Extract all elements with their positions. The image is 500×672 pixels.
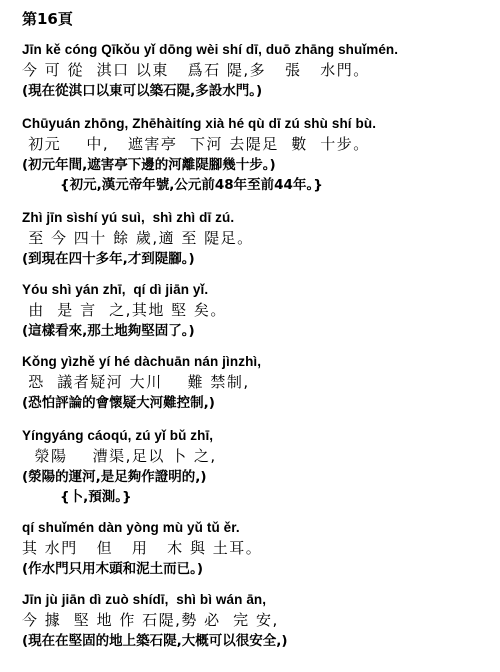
annotation-note: {卜,預測。}	[60, 489, 132, 505]
passage-4	[22, 280, 492, 341]
chinese-line: 由 是 言 之,其地 堅 矣。	[22, 301, 227, 319]
translation-line: (作水門只用木頭和泥土而已。)	[22, 561, 204, 577]
translation-line: (這樣看來,那土地夠堅固了。)	[22, 323, 195, 339]
passage-3	[22, 208, 492, 269]
passage-6	[22, 426, 492, 507]
passage-7	[22, 518, 492, 579]
pinyin-line: Yíngyáng cáoqú, zú yǐ bǔ zhī,	[22, 428, 214, 443]
chinese-line: 初元 中, 遮害亭 下河 去隄足 數 十步。	[22, 135, 370, 153]
chinese-line: 恐 議者疑河 大川 難 禁制,	[22, 373, 250, 391]
page-number: 第16頁	[22, 10, 73, 28]
pinyin-line: Yóu shì yán zhī, qí dì jiān yǐ.	[22, 282, 209, 297]
chinese-line: 今 可 從 淇口 以東 爲石 隄,多 張 水門。	[22, 61, 370, 79]
translation-line: (滎陽的運河,是足夠作證明的,)	[22, 469, 207, 485]
pinyin-line: Jīn kě cóng Qīkǒu yǐ dōng wèi shí dī, duō zhāng shuǐmén.	[22, 42, 399, 57]
translation-line: (恐怕評論的會懷疑大河難控制,)	[22, 395, 215, 411]
pinyin-line: Zhì jīn sìshí yú suì, shì zhì dī zú.	[22, 210, 235, 225]
pinyin-line: Kǒng yìzhě yí hé dàchuān nán jìnzhì,	[22, 354, 262, 369]
pinyin-line: Jīn jù jiān dì zuò shídī, shì bì wán ān,	[22, 592, 267, 607]
passage-1	[22, 40, 492, 101]
translation-line: (現在從淇口以東可以築石隄,多設水門。)	[22, 83, 263, 99]
chinese-line: 其 水門 但 用 木 與 土耳。	[22, 539, 263, 557]
translation-line: (初元年間,遮害亭下邊的河離隄腳幾十步。)	[22, 157, 276, 173]
pinyin-line: qí shuǐmén dàn yòng mù yǔ tǔ ěr.	[22, 520, 240, 535]
passage-5	[22, 352, 492, 413]
translation-line: (到現在四十多年,才到隄腳。)	[22, 251, 195, 267]
passage-8	[22, 590, 492, 651]
translation-line: (現在在堅固的地上築石隄,大概可以很安全,)	[22, 633, 288, 649]
passage-2	[22, 114, 492, 195]
chinese-line: 今 據 堅 地 作 石隄,勢 必 完 安,	[22, 611, 279, 629]
annotation-note: {初元,漢元帝年號,公元前48年至前44年。}	[60, 177, 323, 193]
chinese-line: 至 今 四十 餘 歲,適 至 隄足。	[22, 229, 254, 247]
chinese-line: 滎陽 漕渠,足以 卜 之,	[22, 447, 217, 465]
pinyin-line: Chūyuán zhōng, Zhēhàitíng xià hé qù dī zú shù shí bù.	[22, 116, 377, 131]
